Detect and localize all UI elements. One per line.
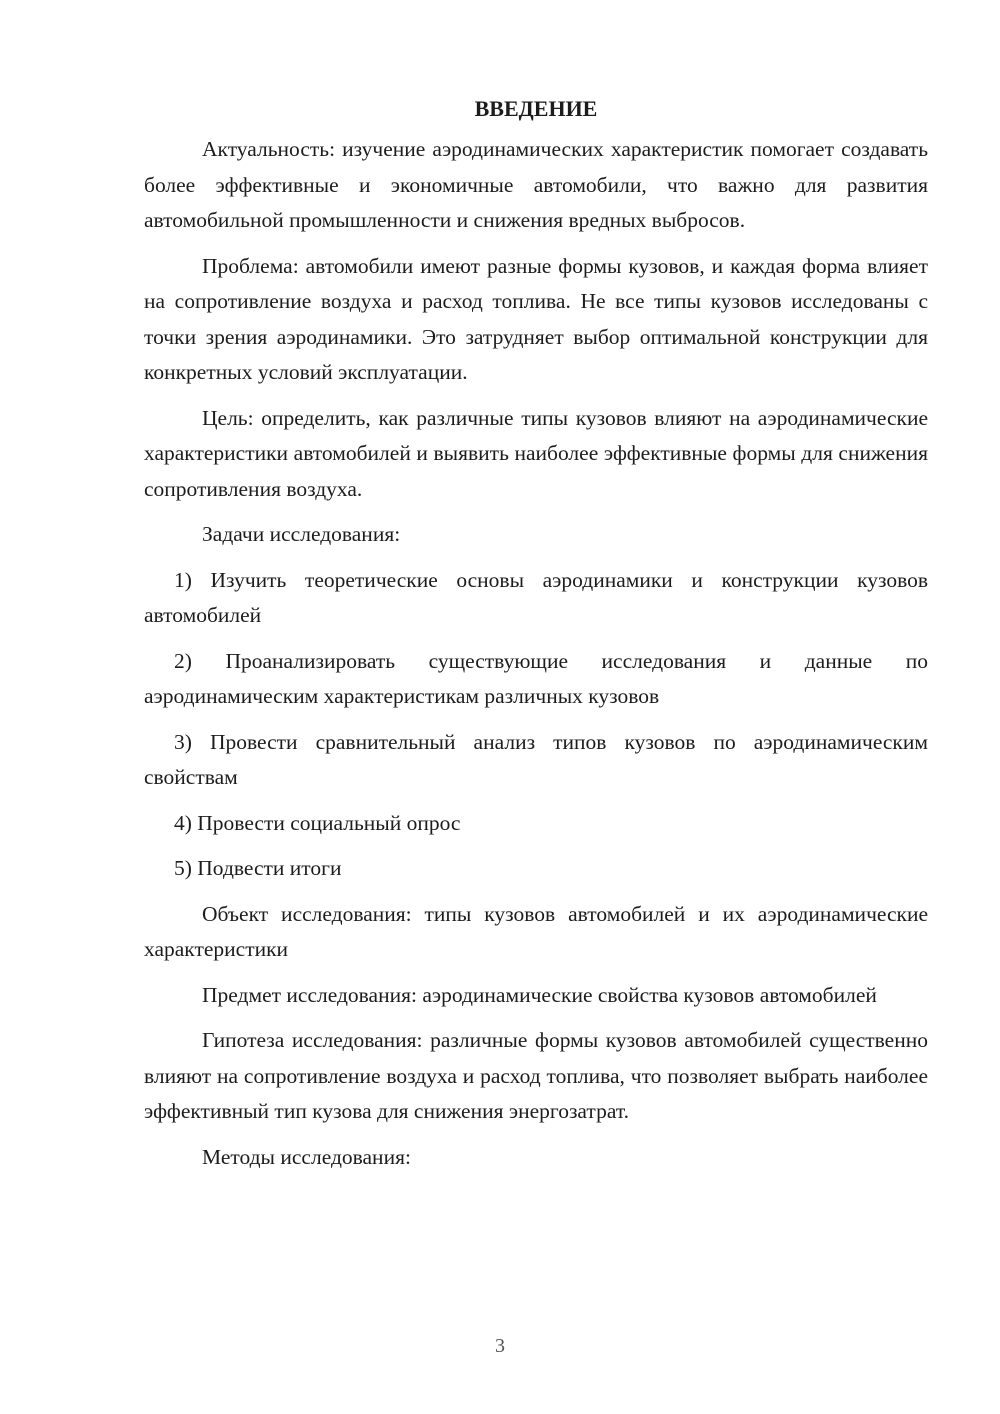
paragraph-tasks-heading: Задачи исследования: (202, 522, 401, 546)
paragraph-methods-heading: Методы исследования: (202, 1144, 411, 1169)
page-title: ВВЕДЕНИЕ (474, 96, 598, 121)
document-page (144, 92, 928, 1185)
task-item-4: 4) Провести социальный опрос (174, 810, 461, 835)
task-item-1: 1) Изучить теоретические основы аэродинамики и конструкции кузовов автомобилей (144, 567, 928, 627)
task-item-5: 5) Подвести итоги (174, 856, 342, 880)
task-item-3: 3) Провести сравнительный анализ типов кузовов по аэродинамическим свойствам (144, 729, 928, 789)
paragraph-relevance: Актуальность: изучение аэродинамических характеристик помогает создавать более эффективные и экономичные автомобили, что важно для развития автомобильной промышленности и снижения вредных выбросов. (144, 137, 928, 232)
paragraph-hypothesis: Гипотеза исследования: различные формы кузовов автомобилей существенно влияют на сопротивление воздуха и расход топлива, что позволяет выбрать наиболее эффективный тип кузова для снижения энергозатрат. (144, 1028, 928, 1123)
paragraph-object: Объект исследования: типы кузовов автомобилей и их аэродинамические характеристики (144, 901, 928, 961)
task-item-2: 2) Проанализировать существующие исследования и данные по аэродинамическим характеристикам различных кузовов (144, 648, 928, 708)
paragraph-problem: Проблема: автомобили имеют разные формы кузовов, и каждая форма влияет на сопротивление воздуха и расход топлива. Не все типы кузовов исследованы с точки зрения аэродинамики. Это затрудняет выбор оптимальной конструкции для конкретных условий эксплуатации. (144, 253, 928, 384)
paragraph-subject: Предмет исследования: аэродинамические свойства кузовов автомобилей (202, 982, 877, 1007)
paragraph-goal: Цель: определить, как различные типы кузовов влияют на аэродинамические характеристики автомобилей и выявить наиболее эффективные формы для снижения сопротивления воздуха. (144, 405, 928, 501)
page-number: 3 (495, 1335, 505, 1357)
